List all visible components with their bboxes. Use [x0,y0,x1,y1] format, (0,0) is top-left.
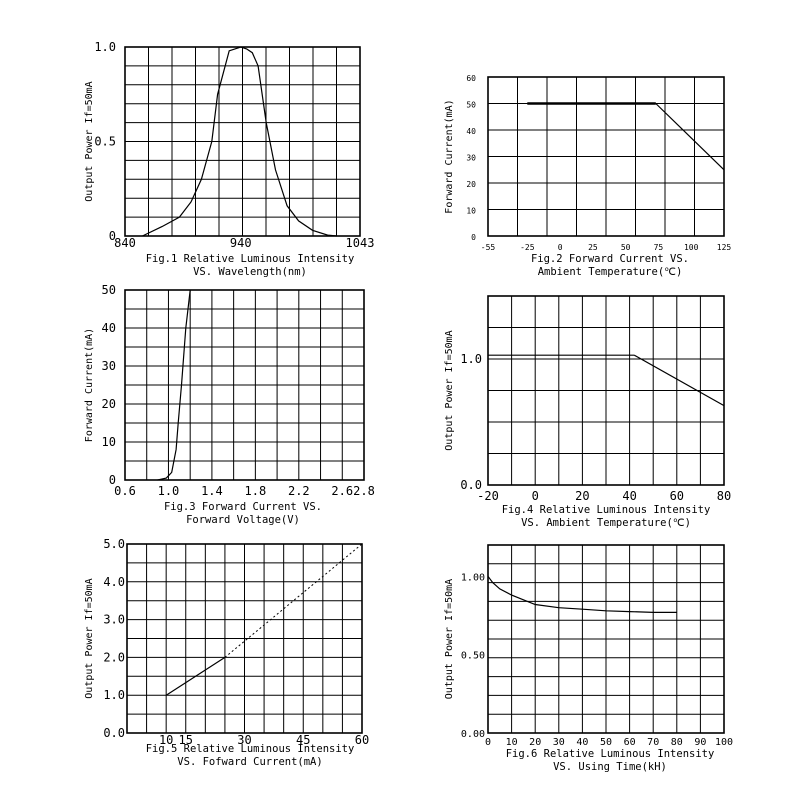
fig5-x-tick-label: 45 [296,733,311,747]
fig3-x-tick-label: 0.6 [114,484,136,498]
fig2-x-tick-label: -25 [520,243,535,252]
fig6-x-tick-label: 50 [599,737,613,748]
fig5-x-tick-label: 60 [354,733,370,747]
fig4-series-line [634,355,724,405]
fig2-chart [444,74,731,278]
fig3-x-tick-label: 2.2 [287,484,310,498]
fig2-grid [488,77,724,236]
fig5-y-axis-label: Output Power If=50mA [84,578,95,699]
fig6-y-tick-label: 0.00 [460,729,485,740]
fig1-y-tick-label: 0.5 [94,134,116,149]
fig6-x-tick-label: 80 [670,737,683,748]
fig4-y-tick-label: 1.0 [460,352,482,366]
fig6-x-tick-label: 30 [552,737,565,748]
fig3-grid [125,290,364,480]
fig2-x-tick-label: 100 [683,243,699,252]
fig2-x-tick-label: 0 [557,243,563,252]
fig4-x-tick-label: -20 [477,489,499,503]
fig6-x-tick-label: 90 [694,737,707,748]
fig5-y-tick-label: 1.0 [103,688,125,703]
fig4-caption-line2: VS. Ambient Temperature(℃) [521,517,691,529]
fig5-x-tick-label: 30 [237,733,252,747]
fig2-caption-line1: Fig.2 Forward Current VS. [530,253,690,265]
fig6-caption-line2: VS. Using Time(kH) [553,761,667,773]
fig3-x-tick-label: 1.4 [201,484,223,498]
fig5-caption-line2: VS. Fofward Current(mA) [177,756,323,768]
fig1-caption-line2: VS. Wavelength(nm) [193,266,307,278]
fig1-x-tick-label: 1043 [345,236,375,250]
fig3-chart [84,283,375,526]
fig4-x-tick-label: 0 [531,489,539,503]
fig6-x-tick-label: 20 [529,737,542,748]
fig3-caption-line2: Forward Voltage(V) [186,514,300,526]
fig1-x-tick-label: 940 [229,236,252,250]
fig3-y-tick-label: 0 [108,473,116,487]
fig2-series-line [656,104,724,170]
fig2-y-axis-label: Forward Current(mA) [444,99,455,214]
fig3-x-tick-label: 1.8 [244,484,267,498]
fig1-grid [125,47,360,236]
fig2-y-tick-label: 50 [466,100,476,110]
fig5-grid [127,544,362,733]
fig3-y-tick-label: 10 [101,435,116,449]
fig2-y-tick-label: 60 [466,74,476,83]
fig6-y-axis-label: Output Power If=50mA [444,578,455,700]
fig5-x-tick-label: 10 [158,733,174,747]
fig4-caption-line1: Fig.4 Relative Luminous Intensity [501,504,711,516]
fig4-x-tick-label: 40 [622,489,637,503]
fig4-y-axis-label: Output Power If=50mA [444,330,455,451]
fig6-x-tick-label: 0 [484,737,492,748]
fig3-x-tick-label: 2.6 [331,484,354,498]
fig3-y-tick-label: 40 [101,321,116,335]
fig2-x-tick-label: -55 [480,243,496,252]
fig5-y-tick-label: 5.0 [103,537,125,551]
fig5-y-tick-label: 0.0 [103,726,125,740]
fig2-caption-line2: Ambient Temperature(℃) [537,266,683,278]
fig1-caption-line1: Fig.1 Relative Luminous Intensity [145,253,355,265]
fig4-y-tick-label: 0.0 [460,478,482,492]
fig4-chart [444,296,731,529]
fig2-y-tick-label: 40 [466,127,476,136]
fig4-x-tick-label: 60 [669,489,685,503]
fig5-chart [84,537,369,768]
fig1-chart [84,40,374,278]
fig1-y-axis-label: Output Power If=50mA [84,81,95,202]
fig6-chart [444,545,733,773]
fig2-y-tick-label: 0 [471,233,476,242]
fig3-x-tick-label: 1.0 [157,484,180,498]
fig2-x-tick-label: 25 [588,243,598,252]
fig4-x-tick-label: 80 [716,489,732,503]
fig5-x-tick-label: 15 [178,733,193,747]
fig1-x-tick-label: 840 [114,236,136,250]
fig2-y-tick-label: 30 [466,153,476,163]
fig4-x-tick-label: 20 [575,489,590,503]
fig3-y-tick-label: 30 [101,359,116,373]
fig3-y-tick-label: 50 [101,283,116,297]
fig6-grid [488,545,724,733]
fig3-caption-line1: Fig.3 Forward Current VS. [163,501,323,513]
fig3-x-tick-label: 2.8 [353,484,375,498]
fig6-y-tick-label: 1.00 [460,572,485,584]
fig5-y-tick-label: 4.0 [103,574,125,589]
fig6-x-tick-label: 10 [505,737,518,748]
fig3-y-tick-label: 20 [101,397,116,411]
fig6-y-tick-label: 0.50 [460,650,485,662]
fig6-x-tick-label: 100 [714,737,734,748]
fig6-caption-line1: Fig.6 Relative Luminous Intensity [505,748,715,760]
fig2-x-tick-label: 50 [620,243,631,252]
fig2-x-tick-label: 75 [653,243,664,252]
fig2-y-tick-label: 20 [466,180,476,189]
fig2-x-tick-label: 125 [716,243,732,252]
fig5-y-tick-label: 3.0 [103,612,125,627]
fig1-y-tick-label: 1.0 [94,40,116,54]
fig1-y-tick-label: 0 [108,229,116,243]
fig4-grid [488,296,724,485]
fig5-caption-line1: Fig.5 Relative Luminous Intensity [145,743,355,755]
fig6-x-tick-label: 60 [623,737,636,748]
fig6-x-tick-label: 40 [576,737,589,748]
fig3-y-axis-label: Forward Current(mA) [84,327,95,443]
fig2-y-tick-label: 10 [466,206,476,216]
fig5-y-tick-label: 2.0 [103,650,125,665]
fig6-x-tick-label: 70 [647,737,660,748]
